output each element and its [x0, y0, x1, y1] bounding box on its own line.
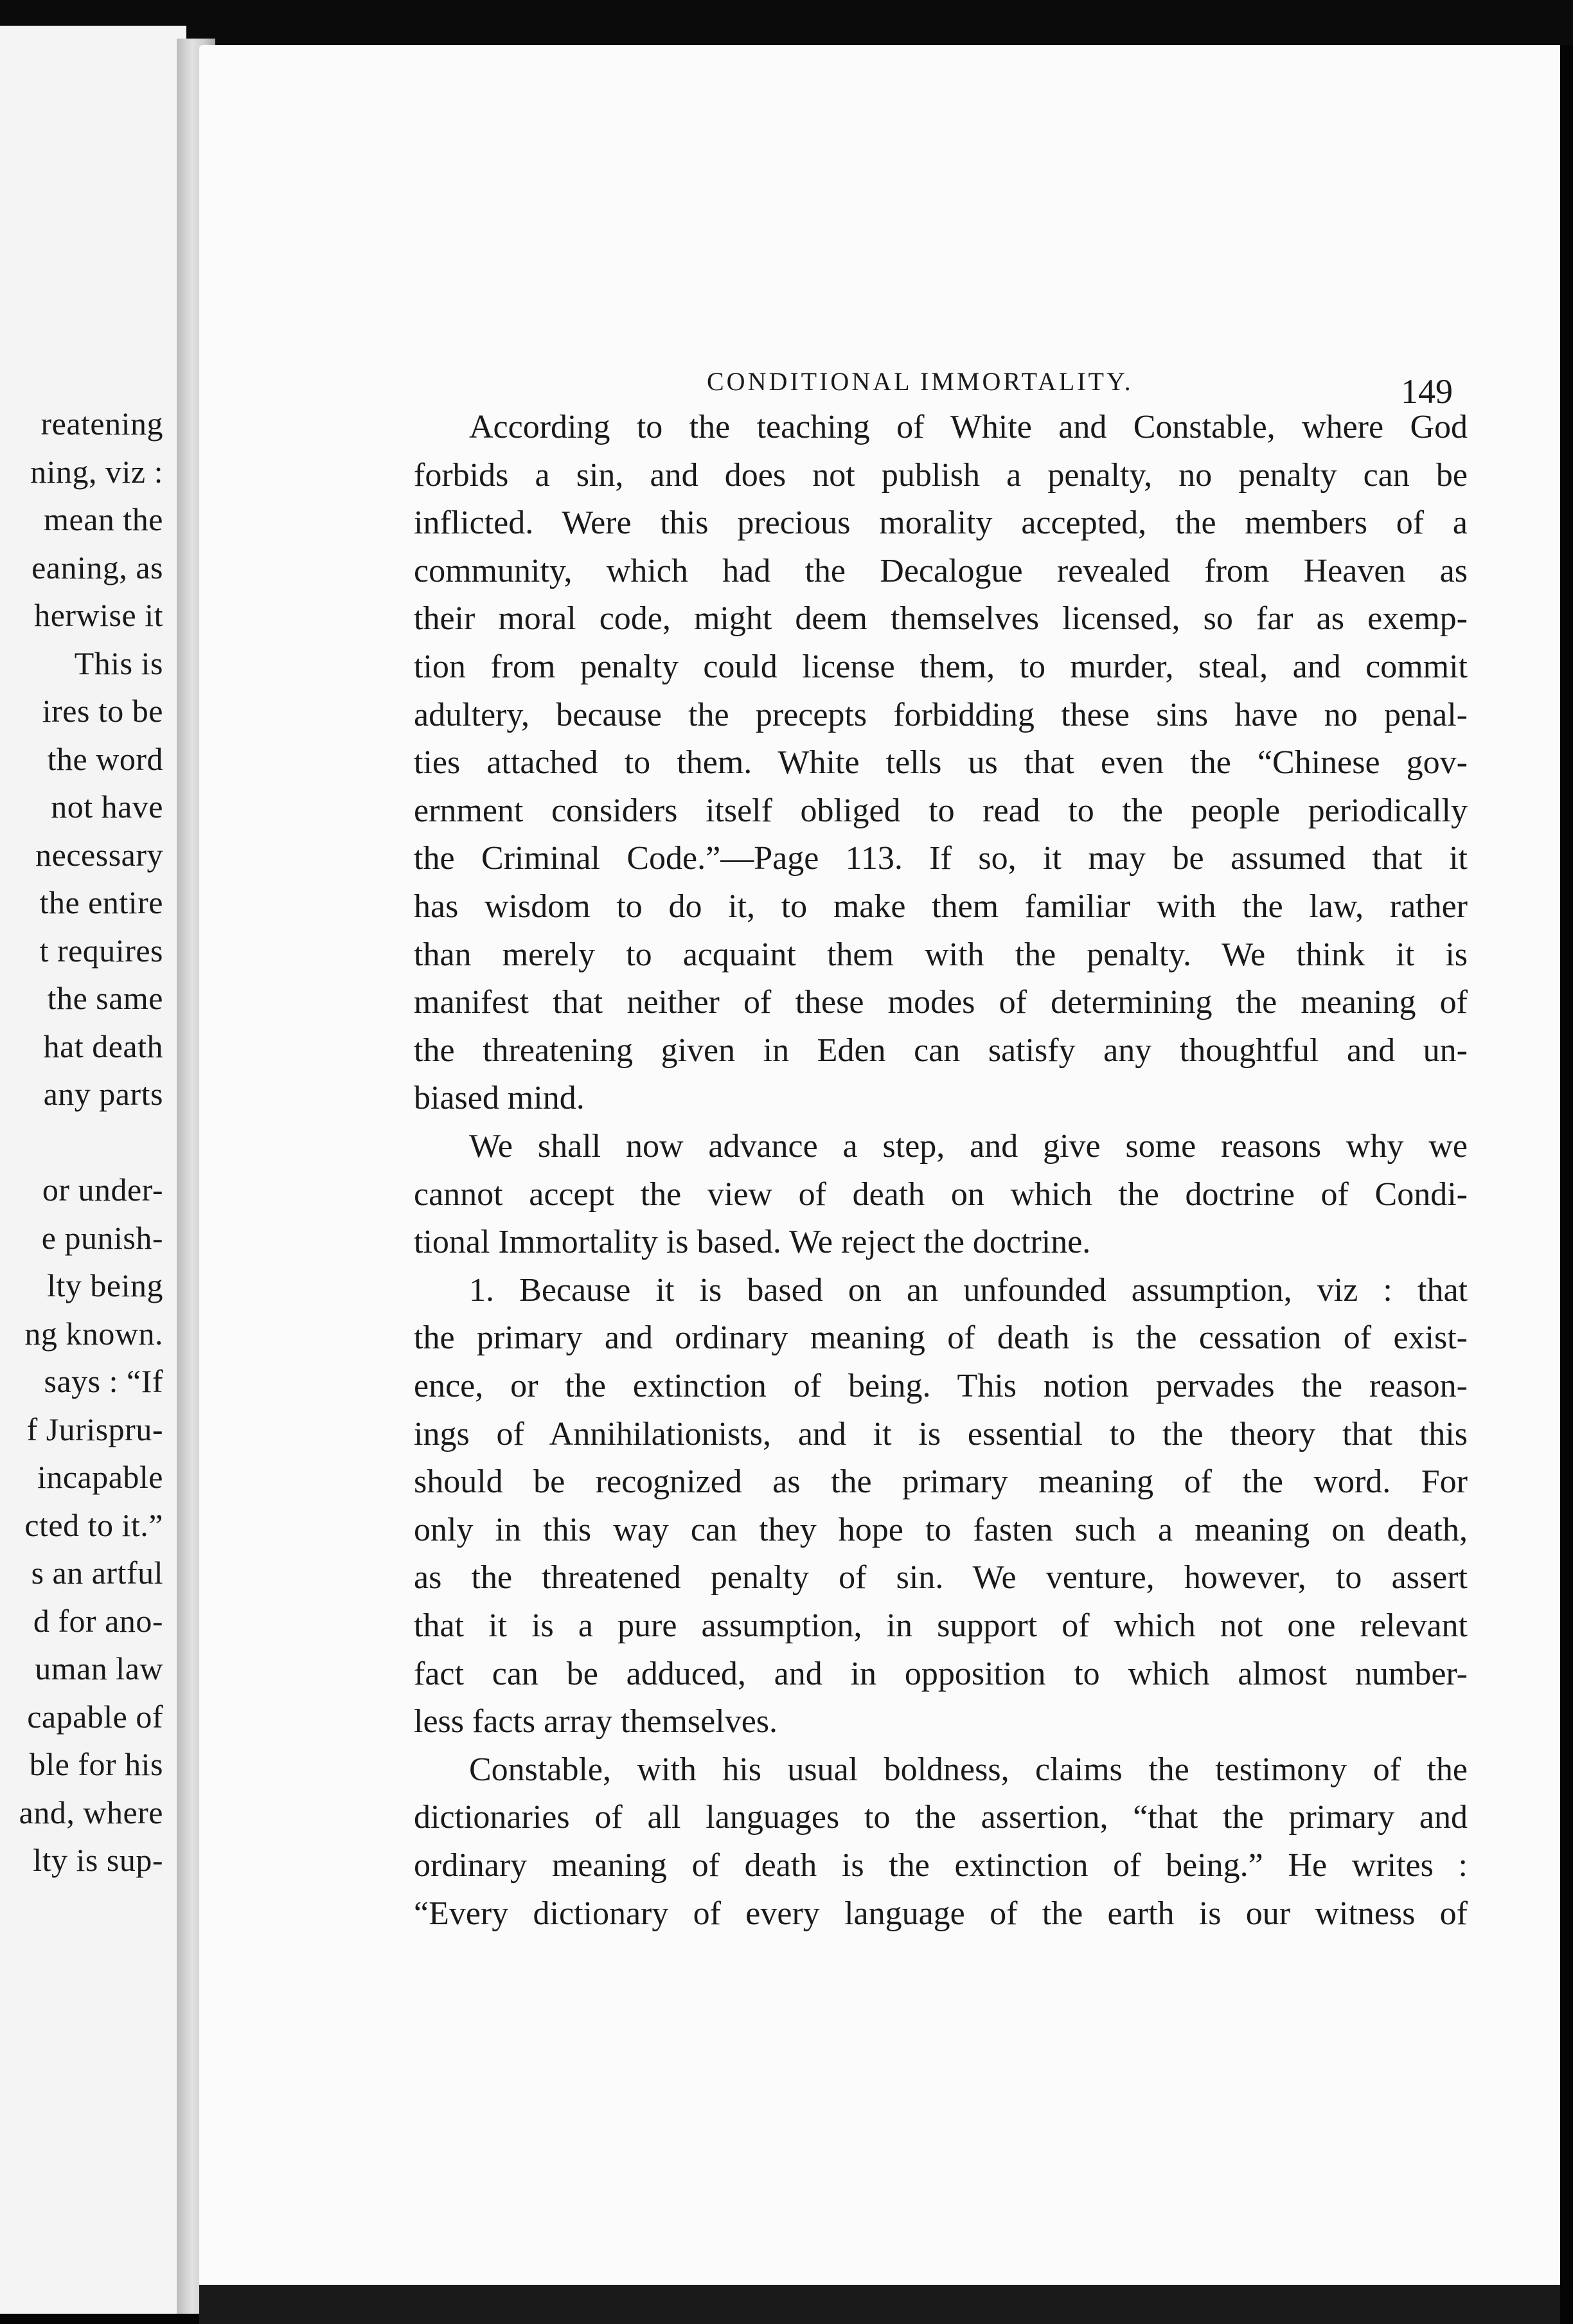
body-text-line: ings of Annihilationists, and it is essential to the theory that this — [414, 1415, 1468, 1452]
running-header: CONDITIONAL IMMORTALITY. — [707, 367, 1133, 396]
left-page-line: or under- — [42, 1172, 163, 1208]
scan-bottom-edge — [199, 2285, 1560, 2324]
body-text-line: According to the teaching of White and Constable, where God — [469, 409, 1468, 445]
left-page-line: the entire — [39, 884, 163, 920]
body-text-line: inflicted. Were this precious morality accepted, the members of a — [414, 505, 1468, 542]
body-text-line: biased mind. — [414, 1080, 585, 1117]
left-page-line: and, where — [19, 1794, 163, 1830]
body-text-line: “Every dictionary of every language of the earth is our witness of — [414, 1895, 1468, 1932]
body-text-line: only in this way can they hope to fasten such a meaning on death, — [414, 1511, 1468, 1548]
body-text-line: Constable, with his usual boldness, claims the testimony of the — [469, 1751, 1468, 1788]
left-page-line: the word — [47, 740, 163, 777]
left-page-line: s an artful — [31, 1555, 163, 1591]
body-text-line: tional Immortality is based. We reject the doctrine. — [414, 1224, 1091, 1261]
scan-top-edge — [0, 0, 1573, 45]
left-page-line: d for ano- — [33, 1602, 163, 1639]
body-text-line: than merely to acquaint them with the penalty. We think it is — [414, 936, 1468, 973]
left-page-line: e punish- — [41, 1219, 163, 1256]
body-text-line: forbids a sin, and does not publish a penalty, no penalty can be — [414, 456, 1468, 494]
body-text-line: as the threatened penalty of sin. We venture, however, to assert — [414, 1559, 1468, 1596]
left-page-line: says : “If — [44, 1363, 163, 1399]
body-text-line: cannot accept the view of death on which the doctrine of Condi- — [414, 1175, 1468, 1213]
body-text-line: the Criminal Code.”—Page 113. If so, it may be assumed that it — [414, 840, 1468, 877]
left-page-line: lty is sup- — [33, 1842, 163, 1878]
left-page-line: ires to be — [42, 693, 163, 729]
left-page-line: eaning, as — [31, 549, 163, 585]
left-page-line: mean the — [44, 501, 163, 537]
body-text-line: the threatening given in Eden can satisfy any thoughtful and un- — [414, 1032, 1468, 1069]
left-page-line: f Jurispru- — [26, 1411, 163, 1447]
left-page-line: herwise it — [34, 597, 163, 633]
left-page-line: necessary — [35, 836, 163, 873]
previous-page-fragment — [0, 26, 186, 2314]
body-text-line: has wisdom to do it, to make them familiar with the law, rather — [414, 888, 1468, 925]
body-text-line: dictionaries of all languages to the assertion, “that the primary and — [414, 1799, 1468, 1836]
body-text-line: fact can be adduced, and in opposition to which almost number- — [414, 1655, 1468, 1692]
left-page-line: This is — [74, 645, 163, 681]
left-page-line: uman law — [35, 1650, 163, 1686]
left-page-line: any parts — [43, 1076, 163, 1112]
body-text-line: should be recognized as the primary meaning of the word. For — [414, 1463, 1468, 1501]
left-page-line: ble for his — [29, 1746, 163, 1782]
body-text-line: ernment considers itself obliged to read to the people periodically — [414, 792, 1468, 829]
body-text-line: tion from penalty could license them, to murder, steal, and commit — [414, 648, 1468, 685]
body-text-line: less facts array themselves. — [414, 1703, 778, 1740]
left-page-line: incapable — [37, 1459, 163, 1495]
left-page-line: ning, viz : — [30, 453, 163, 490]
book-page — [199, 45, 1560, 2301]
body-text-line: adultery, because the precepts forbidding these sins have no penal- — [414, 696, 1468, 733]
left-page-line: ng known. — [24, 1315, 163, 1352]
body-text-line: We shall now advance a step, and give some reasons why we — [469, 1128, 1468, 1165]
body-text-line: community, which had the Decalogue revealed from Heaven as — [414, 552, 1468, 589]
left-page-line: capable of — [27, 1698, 163, 1735]
body-text-line: ordinary meaning of death is the extinction of being.” He writes : — [414, 1847, 1468, 1884]
body-text-line: their moral code, might deem themselves licensed, so far as exemp- — [414, 600, 1468, 638]
body-text-line: 1. Because it is based on an unfounded assumption, viz : that — [469, 1271, 1468, 1309]
body-text-line: ties attached to them. White tells us that even the “Chinese gov- — [414, 744, 1468, 782]
body-text-line: the primary and ordinary meaning of death is the cessation of exist- — [414, 1319, 1468, 1357]
left-page-line: reatening — [40, 406, 163, 442]
body-text-line: ence, or the extinction of being. This notion pervades the reason- — [414, 1368, 1468, 1404]
left-page-line: the same — [47, 980, 163, 1016]
page-number: 149 — [1401, 372, 1453, 411]
left-page-line: t requires — [39, 932, 163, 969]
left-page-line: lty being — [47, 1267, 163, 1303]
left-page-line: hat death — [43, 1028, 163, 1064]
body-text-line: that it is a pure assumption, in support of which not one relevant — [414, 1607, 1468, 1644]
left-page-line: not have — [51, 789, 163, 825]
body-text-line: manifest that neither of these modes of determining the meaning of — [414, 984, 1468, 1021]
left-page-line: cted to it.” — [24, 1506, 163, 1543]
